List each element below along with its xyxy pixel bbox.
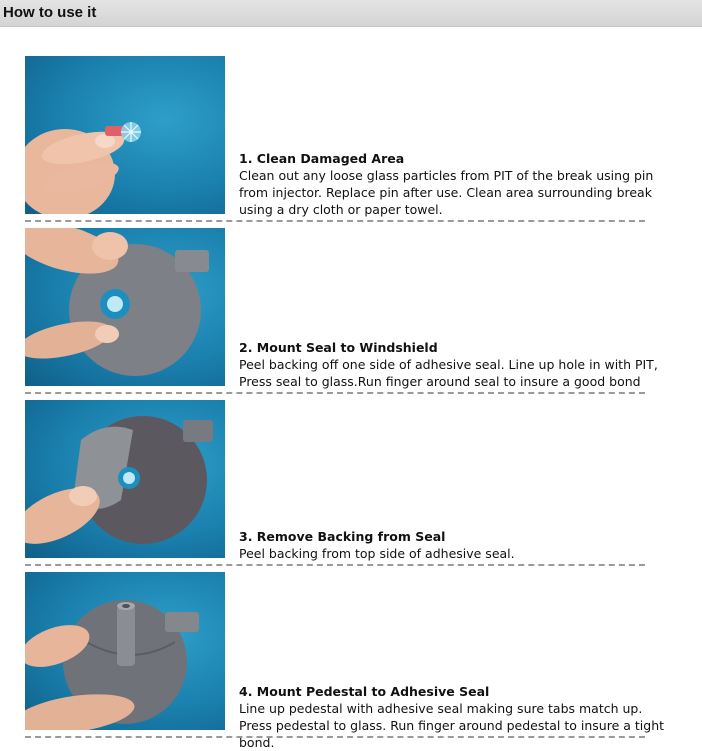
- step-title: 4. Mount Pedestal to Adhesive Seal: [239, 684, 490, 699]
- step-title: 2. Mount Seal to Windshield: [239, 340, 438, 355]
- step-1-photo: [25, 56, 225, 214]
- dashed-divider: [25, 220, 645, 222]
- step-description: Peel backing off one side of adhesive seal. Line up hole in with PIT, Press seal to glass.Run finger around seal to insure a good bond: [239, 357, 658, 389]
- step-3-photo: [25, 400, 225, 558]
- step-2-text: [239, 339, 679, 390]
- step-4-photo: [25, 572, 225, 730]
- step-2-photo: [25, 228, 225, 386]
- section-title: How to use it: [3, 4, 97, 21]
- dashed-divider: [25, 736, 645, 738]
- step-title: 3. Remove Backing from Seal: [239, 529, 446, 544]
- step-4-text: [239, 683, 679, 751]
- step-description: Peel backing from top side of adhesive seal.: [239, 546, 515, 561]
- step-description: Clean out any loose glass particles from PIT of the break using pin from injector. Replace pin after use. Clean area surrounding break using a dry cloth or paper towel.: [239, 168, 654, 217]
- dashed-divider: [25, 564, 645, 566]
- step-1-text: [239, 150, 679, 218]
- section-header: [0, 0, 702, 27]
- dashed-divider: [25, 392, 645, 394]
- step-description: Line up pedestal with adhesive seal making sure tabs match up. Press pedestal to glass. Run finger around pedestal to insure a tight bond.: [239, 701, 665, 750]
- step-3-text: [239, 528, 679, 562]
- step-title: 1. Clean Damaged Area: [239, 151, 405, 166]
